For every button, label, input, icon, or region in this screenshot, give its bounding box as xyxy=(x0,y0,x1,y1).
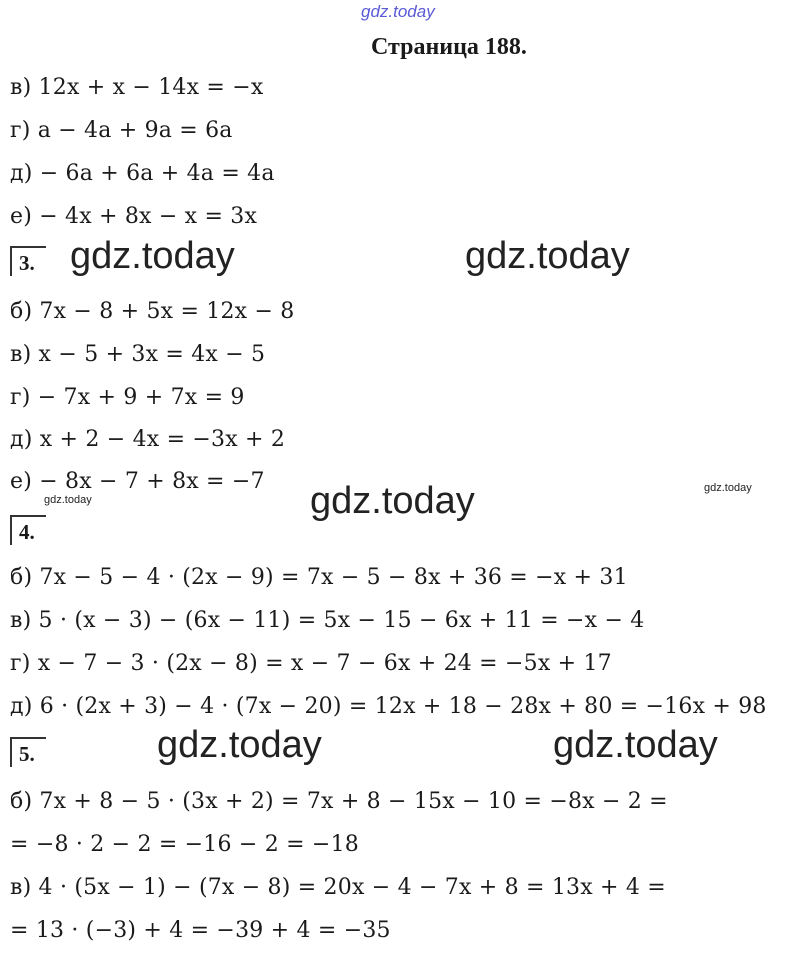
watermark: gdz.today xyxy=(704,482,752,494)
equation-line: б) 7x + 8 − 5 · (3x + 2) = 7x + 8 − 15x − 10 = −8x − 2 = xyxy=(10,789,668,814)
watermark-top: gdz.today xyxy=(361,2,435,21)
equation-line: б) 7x − 5 − 4 · (2x − 9) = 7x − 5 − 8x + 36 = −x + 31 xyxy=(10,565,628,590)
watermark: gdz.today xyxy=(44,494,92,506)
equation-line: = 13 · (−3) + 4 = −39 + 4 = −35 xyxy=(10,918,391,943)
equation-line: е) − 4x + 8x − x = 3x xyxy=(10,204,258,229)
exercise-number: 4. xyxy=(10,515,46,545)
watermark: gdz.today xyxy=(70,235,235,277)
watermark: gdz.today xyxy=(157,724,322,766)
watermark: gdz.today xyxy=(310,480,475,522)
equation-line: в) 4 · (5x − 1) − (7x − 8) = 20x − 4 − 7x + 8 = 13x + 4 = xyxy=(10,875,666,900)
equation-line: в) x − 5 + 3x = 4x − 5 xyxy=(10,342,266,367)
watermark: gdz.today xyxy=(465,235,630,277)
equation-line: в) 5 · (x − 3) − (6x − 11) = 5x − 15 − 6x + 11 = −x − 4 xyxy=(10,608,645,633)
equation-line: е) − 8x − 7 + 8x = −7 xyxy=(10,469,265,494)
equation-line: г) x − 7 − 3 · (2x − 8) = x − 7 − 6x + 24 = −5x + 17 xyxy=(10,651,612,676)
equation-line: г) a − 4a + 9a = 6a xyxy=(10,118,233,143)
equation-line: б) 7x − 8 + 5x = 12x − 8 xyxy=(10,299,295,324)
equation-line: = −8 · 2 − 2 = −16 − 2 = −18 xyxy=(10,832,359,857)
equation-line: д) − 6a + 6a + 4a = 4a xyxy=(10,161,275,186)
equation-line: в) 12x + x − 14x = −x xyxy=(10,75,264,100)
watermark: gdz.today xyxy=(553,724,718,766)
equation-line: д) 6 · (2x + 3) − 4 · (7x − 20) = 12x + 18 − 28x + 80 = −16x + 98 xyxy=(10,694,767,719)
equation-line: г) − 7x + 9 + 7x = 9 xyxy=(10,385,245,410)
exercise-number: 5. xyxy=(10,737,46,767)
equation-line: д) x + 2 − 4x = −3x + 2 xyxy=(10,427,286,452)
exercise-number: 3. xyxy=(10,246,46,276)
page-title: Страница 188. xyxy=(371,34,527,60)
